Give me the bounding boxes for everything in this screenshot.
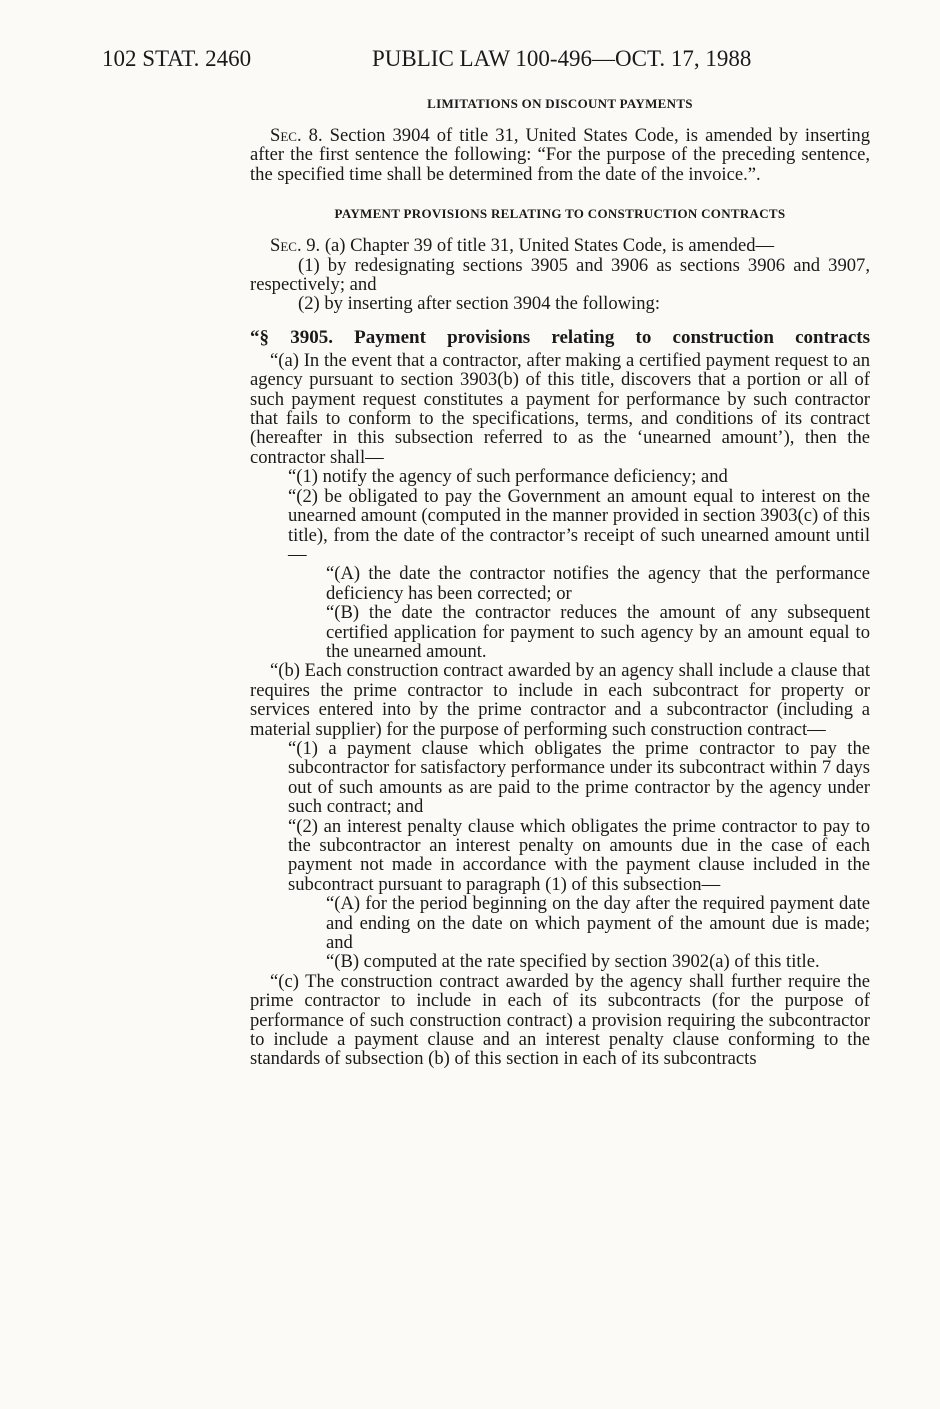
page-body xyxy=(250,96,870,1069)
public-law-title: PUBLIC LAW 100-496—OCT. 17, 1988 xyxy=(372,46,752,71)
subsection-a-paragraph-1: “(1) notify the agency of such performance deficiency; and xyxy=(288,466,728,488)
subsection-a-paragraph-2-B: “(B) the date the contractor reduces the amount of any subsequent certified application for payment to such agency by an amount equal to the unearned amount. xyxy=(326,602,870,662)
subsection-a-paragraph-2-A: “(A) the date the contractor notifies the agency that the performance deficiency has been corrected; or xyxy=(326,563,870,604)
page-header xyxy=(102,44,752,74)
section-9-heading: PAYMENT PROVISIONS RELATING TO CONSTRUCTION CONTRACTS xyxy=(334,206,786,222)
section-9-paragraph-2: (2) by inserting after section 3904 the following: xyxy=(298,293,660,315)
subsection-c: “(c) The construction contract awarded by the agency shall further require the prime contractor to include in each of its subcontracts (for the purpose of performance of such construction contract) a provision requiring the subcontractor to include a payment clause and an interest penalty clause conforming to the standards of subsection (b) of this section in each of its subcontracts xyxy=(250,970,870,1070)
subsection-b-paragraph-2: “(2) an interest penalty clause which obligates the prime contractor to pay to the subcontractor an interest penalty on amounts due in the case of each payment not made in accordance with the payment clause included in the subcontract pursuant to paragraph (1) of this subsection— xyxy=(288,815,870,895)
section-9-intro xyxy=(250,236,870,255)
subsection-b-paragraph-2-A: “(A) for the period beginning on the day after the required payment date and ending on the date on which payment of the amount due is made; and xyxy=(326,893,870,954)
section-9-intro-text: (a) Chapter 39 of title 31, United States Code, is amended— xyxy=(324,235,775,257)
section-8-label: Sec. 8. xyxy=(270,125,323,146)
section-8-body: Section 3904 of title 31, United States Code, is amended by inserting after the first sentence the following: “For the purpose of the preceding sentence, the specified time shall be determined from the date of the invoice.”. xyxy=(250,125,870,185)
subsection-b: “(b) Each construction contract awarded by an agency shall include a clause that requires the prime contractor to include in each subcontract for property or services entered into by the prime contractor and a subcontractor (including a material supplier) for the purpose of performing such construction contract— xyxy=(250,660,870,740)
subsection-b-paragraph-1: “(1) a payment clause which obligates the prime contractor to pay the subcontractor for satisfactory performance under its subcontract within 7 days out of such amounts as are paid to the prime contractor by the agency under such contract; and xyxy=(288,737,870,818)
section-8-heading: LIMITATIONS ON DISCOUNT PAYMENTS xyxy=(427,96,693,111)
subsection-b-paragraph-2-B: “(B) computed at the rate specified by section 3902(a) of this title. xyxy=(326,951,820,973)
section-3905-title: “§ 3905. Payment provisions relating to construction contracts xyxy=(250,326,870,348)
section-8-text xyxy=(250,126,870,184)
statute-page-number: 102 STAT. 2460 xyxy=(102,46,252,71)
subsection-a: “(a) In the event that a contractor, after making a certified payment request to an agency pursuant to section 3903(b) of this title, discovers that a portion or all of such payment request constitutes a payment for performance by such contractor that fails to conform to the specifications, terms, and conditions of its contract (hereafter in this subsection referred to as the ‘unearned amount’), then the contractor shall— xyxy=(250,349,870,468)
subsection-a-paragraph-2: “(2) be obligated to pay the Government an amount equal to interest on the unearned amount (computed in the manner provided in section 3903(c) of this title), from the date of the contractor’s receipt of such unearned amount until— xyxy=(288,485,870,565)
section-9-label: Sec. 9. xyxy=(270,235,321,257)
section-9-paragraph-1: (1) by redesignating sections 3905 and 3906 as sections 3906 and 3907, respectively; and xyxy=(250,254,870,296)
